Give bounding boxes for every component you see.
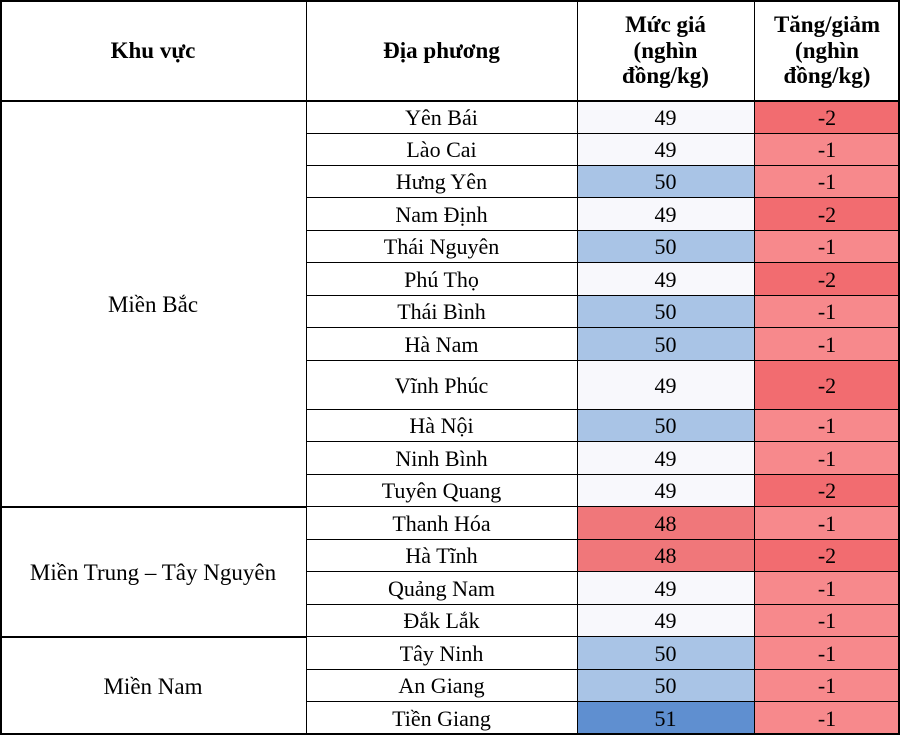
region-name: Miền Nam [103, 673, 203, 699]
column-divider [0, 0, 2, 735]
header-locality [306, 0, 577, 101]
change-value: -1 [817, 331, 837, 357]
change-value: -2 [817, 543, 837, 568]
locality-cell [306, 702, 577, 735]
locality-cell [306, 231, 577, 263]
row-divider [306, 636, 900, 637]
locality-name: Quảng Nam [388, 575, 495, 601]
price-value: 50 [654, 413, 677, 438]
change-value: -1 [817, 640, 837, 666]
change-cell [754, 296, 900, 328]
change-value: -2 [817, 266, 837, 292]
locality-name: Hà Nam [404, 331, 479, 357]
table-top-border [0, 0, 900, 2]
column-divider [577, 0, 578, 735]
price-cell [577, 507, 754, 540]
row-divider [306, 474, 900, 475]
change-cell [754, 507, 900, 540]
locality-cell [306, 263, 577, 296]
change-cell [754, 702, 900, 735]
change-value: -1 [817, 169, 837, 194]
change-value: -1 [817, 445, 837, 471]
price-cell [577, 263, 754, 296]
locality-name: Tiền Giang [392, 705, 491, 731]
price-value: 48 [654, 543, 677, 568]
header-change-line-3: đồng/kg) [783, 63, 871, 89]
change-cell [754, 263, 900, 296]
header-price [577, 0, 754, 101]
price-value: 49 [654, 104, 677, 130]
header-price-line-1: Mức giá [625, 11, 706, 37]
locality-cell [306, 361, 577, 410]
locality-name: Thanh Hóa [392, 510, 491, 536]
price-cell [577, 198, 754, 231]
price-cell [577, 134, 754, 166]
row-divider [306, 701, 900, 702]
locality-cell [306, 134, 577, 166]
locality-cell [306, 328, 577, 361]
locality-name: Yên Bái [405, 104, 478, 130]
price-cell [577, 702, 754, 735]
price-cell [577, 540, 754, 572]
region-name: Miền Bắc [107, 291, 199, 317]
row-divider [306, 230, 900, 231]
locality-name: Thái Bình [397, 299, 486, 324]
price-cell [577, 296, 754, 328]
row-divider [306, 409, 900, 410]
row-divider [306, 133, 900, 134]
change-cell [754, 540, 900, 572]
price-value: 49 [654, 575, 677, 601]
locality-cell [306, 166, 577, 198]
locality-name: Hưng Yên [395, 169, 488, 194]
locality-name: Hà Tĩnh [405, 543, 478, 568]
price-value: 49 [654, 266, 677, 292]
change-cell [754, 231, 900, 263]
change-value: -1 [817, 510, 837, 536]
price-value: 49 [654, 201, 677, 227]
group-divider [0, 636, 307, 638]
column-divider [306, 0, 307, 735]
header-locality-label: Địa phương [383, 37, 500, 63]
price-value: 49 [654, 608, 677, 633]
price-cell [577, 572, 754, 605]
row-divider [306, 669, 900, 670]
change-value: -2 [817, 478, 837, 503]
region-cell [0, 637, 306, 735]
price-value: 50 [654, 673, 677, 698]
change-value: -1 [817, 673, 837, 698]
header-price-line-3: đồng/kg) [622, 63, 709, 89]
change-cell [754, 410, 900, 442]
locality-cell [306, 637, 577, 670]
row-divider [306, 360, 900, 361]
header-change [754, 0, 900, 101]
change-value: -1 [817, 299, 837, 324]
locality-cell [306, 410, 577, 442]
locality-cell [306, 507, 577, 540]
price-cell [577, 231, 754, 263]
change-value: -1 [817, 575, 837, 601]
locality-name: Lào Cai [406, 137, 477, 162]
price-cell [577, 670, 754, 702]
locality-name: Vĩnh Phúc [394, 372, 489, 398]
price-cell [577, 475, 754, 507]
change-cell [754, 361, 900, 410]
price-cell [577, 637, 754, 670]
row-divider [306, 539, 900, 540]
locality-name: Thái Nguyên [383, 234, 500, 259]
locality-name: Nam Định [395, 201, 488, 227]
header-change-line-1: Tăng/giảm [773, 11, 881, 37]
row-divider [306, 506, 900, 507]
header-change-line-2: (nghìn [795, 37, 859, 63]
row-divider [306, 604, 900, 605]
group-divider [0, 506, 307, 508]
price-value: 50 [654, 169, 677, 194]
locality-cell [306, 101, 577, 134]
price-value: 50 [654, 331, 677, 357]
change-value: -2 [817, 104, 837, 130]
header-divider [0, 100, 900, 102]
price-cell [577, 166, 754, 198]
price-cell [577, 605, 754, 637]
region-name: Miền Trung – Tây Nguyên [29, 559, 277, 585]
price-cell [577, 328, 754, 361]
region-cell [0, 507, 306, 637]
change-cell [754, 166, 900, 198]
change-value: -2 [817, 372, 837, 398]
locality-name: Phú Thọ [404, 266, 479, 292]
change-value: -1 [817, 413, 837, 438]
change-value: -1 [817, 137, 837, 162]
price-value: 50 [654, 234, 677, 259]
change-cell [754, 475, 900, 507]
row-divider [306, 165, 900, 166]
locality-cell [306, 442, 577, 475]
change-value: -1 [817, 234, 837, 259]
row-divider [306, 571, 900, 572]
locality-name: Tuyên Quang [381, 478, 502, 503]
change-cell [754, 198, 900, 231]
change-cell [754, 442, 900, 475]
price-value: 48 [654, 510, 677, 536]
locality-name: Ninh Bình [395, 445, 488, 471]
locality-cell [306, 296, 577, 328]
locality-cell [306, 572, 577, 605]
locality-name: Đắk Lắk [403, 608, 480, 633]
header-region [0, 0, 306, 101]
locality-cell [306, 198, 577, 231]
change-cell [754, 670, 900, 702]
price-value: 50 [654, 299, 677, 324]
locality-name: An Giang [398, 673, 485, 698]
locality-cell [306, 670, 577, 702]
column-divider [754, 0, 755, 735]
row-divider [306, 197, 900, 198]
locality-name: Hà Nội [409, 413, 474, 438]
price-cell [577, 410, 754, 442]
locality-name: Tây Ninh [399, 640, 484, 666]
locality-cell [306, 475, 577, 507]
header-price-line-2: (nghìn [633, 37, 698, 63]
row-divider [306, 262, 900, 263]
change-value: -1 [817, 608, 837, 633]
region-cell [0, 101, 306, 507]
row-divider [306, 295, 900, 296]
row-divider [306, 441, 900, 442]
change-cell [754, 134, 900, 166]
table-bottom-border [0, 733, 900, 735]
header-region-label: Khu vực [110, 37, 196, 63]
change-cell [754, 328, 900, 361]
locality-cell [306, 540, 577, 572]
change-value: -1 [817, 705, 837, 731]
change-cell [754, 572, 900, 605]
price-value: 49 [654, 137, 677, 162]
change-cell [754, 101, 900, 134]
price-value: 51 [654, 705, 677, 731]
price-cell [577, 442, 754, 475]
price-cell [577, 361, 754, 410]
change-cell [754, 637, 900, 670]
price-value: 49 [654, 372, 677, 398]
locality-cell [306, 605, 577, 637]
price-value: 49 [654, 478, 677, 503]
change-cell [754, 605, 900, 637]
price-value: 50 [654, 640, 677, 666]
change-value: -2 [817, 201, 837, 227]
price-cell [577, 101, 754, 134]
price-value: 49 [654, 445, 677, 471]
row-divider [306, 327, 900, 328]
